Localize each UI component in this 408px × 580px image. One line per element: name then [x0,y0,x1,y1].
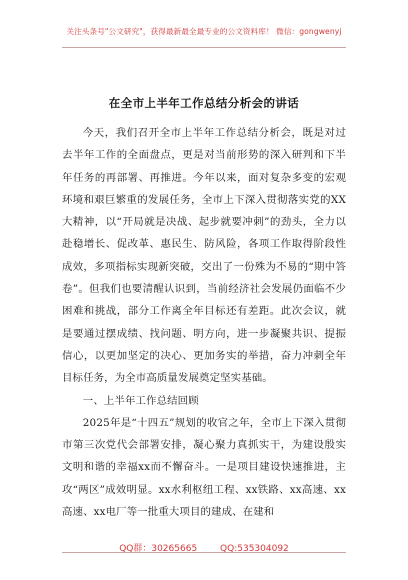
section-paragraph: 2025年是“十四五”规划的收官之年，全市上下深入贯彻市第三次党代会部署安排，凝心聚力真抓实干，为建设殷实文明和谐的幸福xx而不懈奋斗。一是项目建设快速推进，主攻“两区”成效明显。xx水利枢纽工程、xx铁路、xx高速、xx高速、xx电厂等一批重大项目的建成、在建和 [62,416,346,519]
header-banner: 关注头条号"公文研究"，获得最新最全最专业的公文资料库！ 微信：gongwenyj [66,27,342,36]
header-divider [62,47,346,48]
document-title: 在全市上半年工作总结分析会的讲话 [108,96,300,110]
section-heading: 一、上半年工作总结回顾 [82,394,199,407]
footer-divider [62,552,346,553]
document-body [62,122,346,523]
footer-qq: QQ:535304092 [220,544,289,554]
intro-paragraph: 今天，我们召开全市上半年工作总结分析会，既是对过去半年工作的全面盘点，更是对当前形势的深入研判和下半年任务的再部署、再推进。今年以来，面对复杂多变的宏观环境和艰巨繁重的发展任务，全市上下深入贯彻落实党的XX大精神，以“开局就是决战、起步就要冲刺”的劲头，全力以赴稳增长、促改革、惠民生、防风险，各项工作取得阶段性成效，多项指标实现新突破，交出了一份殊为不易的“期中答卷”。但我们也要清醒认识到，当前经济社会发展仍面临不少困难和挑战，部分工作离全年目标还有差距。此次会议，就是要通过摆成绩、找问题、明方向，进一步凝聚共识、提振信心，以更加坚定的决心、更加务实的举措，奋力冲刺全年目标任务，为全市高质量发展奠定坚实基础。 [62,127,346,385]
footer-qq-group: QQ群：30265665 [119,544,198,554]
